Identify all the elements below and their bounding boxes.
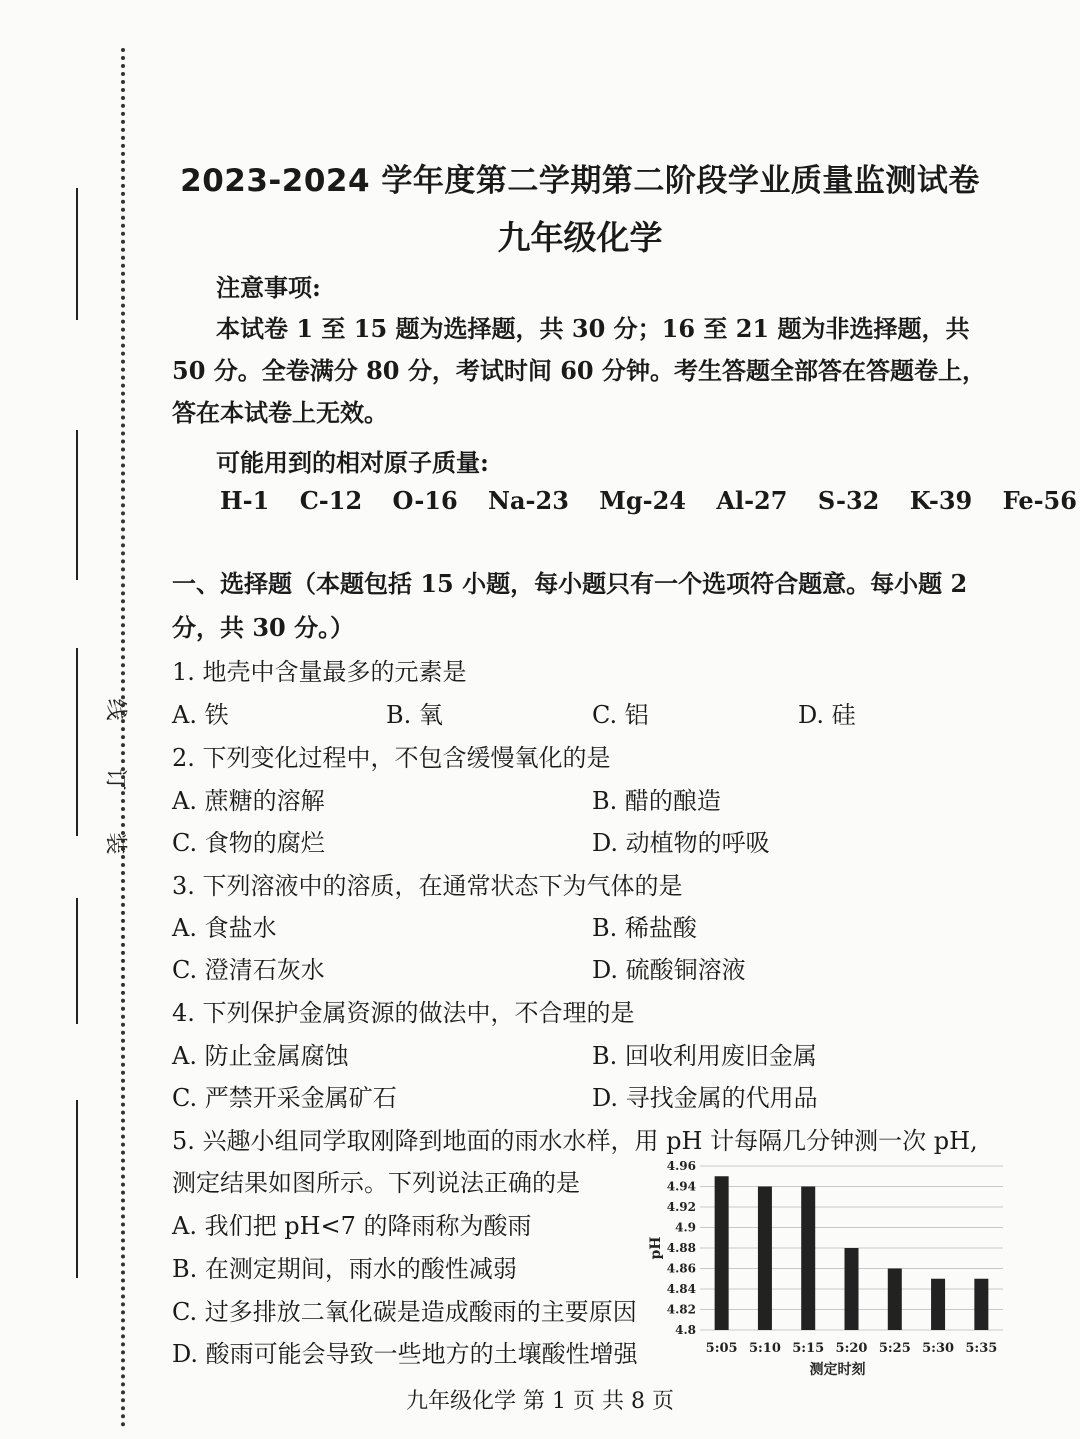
atomic-mass: Fe-56: [1002, 486, 1077, 515]
option: D. 寻找金属的代用品: [592, 1084, 818, 1112]
option: B. 醋的酿造: [592, 787, 721, 815]
chart-y-tick-label: 4.86: [666, 1261, 696, 1276]
atomic-mass: S-32: [817, 486, 880, 515]
question-stem: 4. 下列保护金属资源的做法中，不合理的是: [172, 999, 635, 1027]
chart-bar: [715, 1176, 729, 1330]
question-stem: 3. 下列溶液中的溶质，在通常状态下为气体的是: [172, 872, 683, 900]
option: D. 动植物的呼吸: [592, 829, 770, 857]
chart-y-tick-label: 4.8: [675, 1323, 696, 1337]
chart-bar: [888, 1269, 902, 1331]
page-footer: 九年级化学 第 1 页 共 8 页: [406, 1389, 674, 1414]
chart-bar: [974, 1279, 988, 1330]
chart-y-tick-label: 4.88: [666, 1241, 696, 1255]
option: D. 硫酸铜溶液: [592, 956, 746, 984]
atomic-mass: Mg-24: [599, 486, 686, 515]
exam-title: 2023-2024 学年度第二学期第二阶段学业质量监测试卷: [180, 163, 980, 199]
binding-char: 线: [102, 698, 128, 721]
notice-body: 本试卷 1 至 15 题为选择题，共 30 分；16 至 21 题为非选择题，共 50 分。全卷满分 80 分，考试时间 60 分钟。考生答题全部答在答题卷上，答在本试卷上无效。: [172, 314, 986, 427]
seal-line: [76, 1100, 78, 1278]
binding-char: 装: [102, 832, 128, 855]
atomic-mass: C-12: [299, 486, 363, 515]
chart-x-tick-label: 5:15: [792, 1341, 825, 1356]
question-stem: 测定结果如图所示。下列说法正确的是: [172, 1169, 580, 1197]
option: B. 稀盐酸: [592, 914, 697, 942]
question-stem: 2. 下列变化过程中，不包含缓慢氧化的是: [172, 744, 611, 772]
option: A. 食盐水: [172, 914, 277, 942]
option: D. 酸雨可能会导致一些地方的土壤酸性增强: [172, 1340, 638, 1368]
option: A. 防止金属腐蚀: [172, 1042, 349, 1070]
atomic-mass: H-1: [220, 486, 270, 515]
atomic-mass-list: [220, 486, 1080, 515]
chart-x-axis-label: 测定时刻: [809, 1362, 866, 1378]
option: C. 食物的腐烂: [172, 829, 325, 857]
binding-char: 订: [102, 768, 128, 791]
chart-x-tick-label: 5:35: [965, 1341, 998, 1356]
chart-x-tick-label: 5:05: [705, 1341, 738, 1356]
option: C. 过多排放二氧化碳是造成酸雨的主要原因: [172, 1298, 637, 1326]
atomic-mass-heading: 可能用到的相对原子质量:: [216, 448, 489, 477]
chart-y-tick-label: 4.94: [666, 1179, 696, 1194]
atomic-mass: Na-23: [488, 486, 569, 515]
section-heading: 一、选择题（本题包括 15 小题，每小题只有一个选项符合题意。每小题 2 分，共 30 分。）: [172, 569, 968, 642]
binding-dotted-line: [121, 48, 125, 1428]
chart-bar: [845, 1248, 859, 1330]
chart-bar: [758, 1187, 772, 1331]
chart-y-tick-label: 4.92: [666, 1200, 696, 1214]
chart-y-tick-label: 4.84: [666, 1282, 696, 1296]
question-stem: 5. 兴趣小组同学取刚降到地面的雨水水样，用 pH 计每隔几分钟测一次 pH,: [172, 1127, 978, 1155]
atomic-mass: Al-27: [716, 486, 788, 515]
seal-line: [76, 188, 78, 320]
chart-x-tick-label: 5:30: [922, 1341, 955, 1356]
option: B. 氧: [386, 701, 443, 729]
option: B. 回收利用废旧金属: [592, 1042, 817, 1070]
chart-y-tick-label: 4.82: [666, 1302, 696, 1317]
option: D. 硅: [798, 701, 856, 729]
chart-x-tick-label: 5:10: [748, 1341, 781, 1356]
option: C. 严禁开采金属矿石: [172, 1084, 397, 1112]
option: B. 在测定期间，雨水的酸性减弱: [172, 1255, 517, 1283]
seal-line: [76, 430, 78, 580]
option: C. 铝: [592, 701, 649, 729]
chart-x-tick-label: 5:20: [835, 1341, 868, 1356]
option: A. 铁: [172, 701, 229, 729]
chart-y-tick-label: 4.96: [666, 1159, 696, 1173]
seal-line: [76, 898, 78, 1024]
chart-bar: [931, 1279, 945, 1330]
option: A. 我们把 pH<7 的降雨称为酸雨: [172, 1212, 532, 1240]
option: A. 蔗糖的溶解: [172, 787, 325, 815]
notice-heading: 注意事项:: [216, 273, 321, 302]
exam-subtitle: 九年级化学: [497, 218, 663, 257]
atomic-mass: O-16: [392, 486, 458, 515]
chart-y-tick-label: 4.9: [675, 1220, 696, 1235]
question-stem: 1. 地壳中含量最多的元素是: [172, 658, 467, 686]
option: C. 澄清石灰水: [172, 956, 325, 984]
chart-y-axis-label: pH: [648, 1236, 664, 1260]
chart-bar: [801, 1187, 815, 1331]
ph-bar-chart: [638, 1152, 1018, 1392]
seal-line: [76, 648, 78, 836]
atomic-mass: K-39: [909, 486, 973, 515]
chart-x-tick-label: 5:25: [878, 1341, 911, 1356]
